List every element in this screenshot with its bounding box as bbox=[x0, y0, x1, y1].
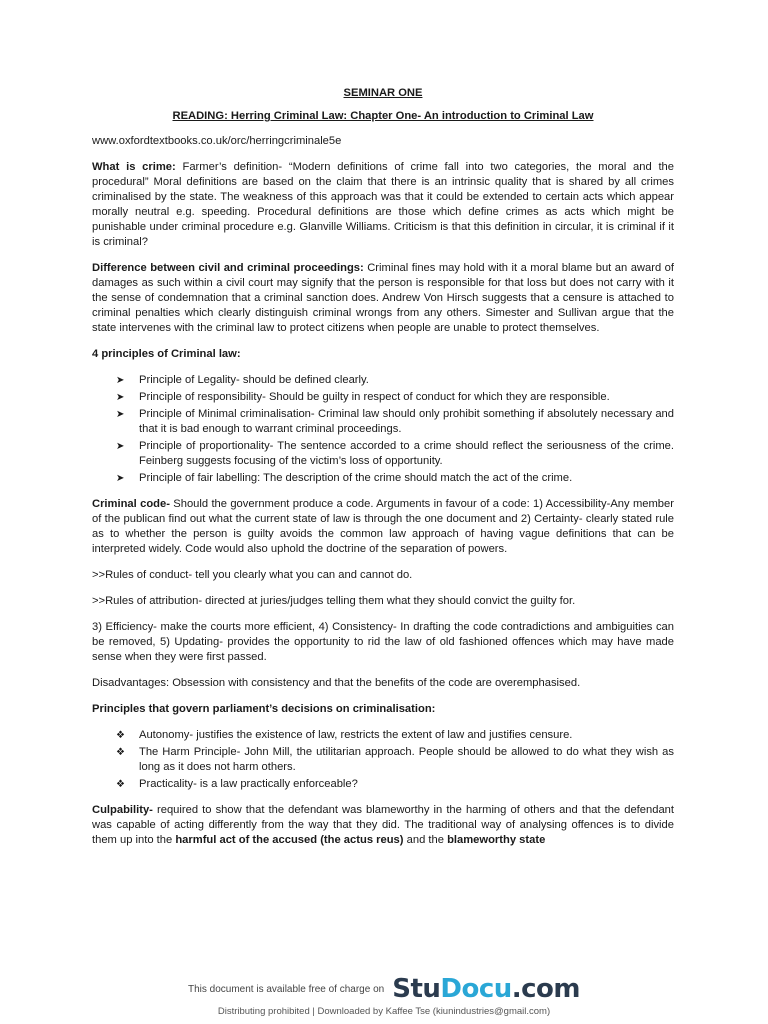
culpability-heading: Culpability- bbox=[92, 804, 153, 816]
rules-conduct: >>Rules of conduct- tell you clearly what you can and cannot do. bbox=[92, 569, 413, 581]
studocu-logo[interactable]: StuDocu.com bbox=[392, 974, 581, 1004]
code-heading: Criminal code- bbox=[92, 498, 170, 510]
list-item: ➤ Principle of responsibility- Should be guilty in respect of conduct for which they are responsible. bbox=[116, 391, 610, 403]
diamond-bullet-icon: ❖ bbox=[116, 779, 125, 790]
crime-paragraph bbox=[92, 160, 674, 250]
difference-text: Criminal fines may hold with it a moral blame but an award of damages as such within a civil court may signify that the person is responsible for that loss but does not carry with it the sense of condemnation that a criminal sanction does. Andrew Von Hirsch suggests that a censure is attached to criminal penalties which clearly distinguish criminal wrongs from any others. Simester and Sullivan argue that the state intervenes with the criminal law to protect citizens when people are unable to protect themselves. bbox=[92, 262, 674, 334]
principles-heading: 4 principles of Criminal law: bbox=[92, 348, 241, 360]
list-item: ➤ Principle of fair labelling: The description of the crime should match the act of the crime. bbox=[116, 472, 573, 484]
rules-attribution: >>Rules of attribution- directed at juries/judges telling them what they should convict the guilty for. bbox=[92, 595, 576, 607]
arrow-bullet-icon: ➤ bbox=[116, 375, 125, 386]
difference-heading: Difference between civil and criminal proceedings: bbox=[92, 262, 364, 274]
parliament-heading: Principles that govern parliament’s decisions on criminalisation: bbox=[92, 703, 436, 715]
arrow-bullet-icon: ➤ bbox=[116, 392, 125, 403]
crime-heading: What is crime: bbox=[92, 161, 176, 173]
list-item: ➤ Principle of Legality- should be defined clearly. bbox=[116, 374, 369, 386]
free-charge-text: This document is available free of charge on bbox=[187, 983, 385, 995]
reading-heading: READING: Herring Criminal Law: Chapter One- An introduction to Criminal Law bbox=[172, 110, 594, 122]
arrow-bullet-icon: ➤ bbox=[116, 441, 125, 452]
culpability-paragraph: Culpability- required to show that the defendant was blameworthy in the harming of others and that the defendant was capable of acting differently from the way that they did. The traditional way of analysing offences is to divide them up into the harmful act of the accused (the actus reus) and the blameworthy state bbox=[92, 804, 674, 846]
efficiency-paragraph: 3) Efficiency- make the courts more efficient, 4) Consistency- In drafting the code contradictions and ambiguities can be removed, 5) Updating- provides the opportunity to rid the law of old fashioned offences which may have made sense when they were first passed. bbox=[92, 621, 674, 663]
list-item: ➤ Principle of proportionality- The sentence accorded to a crime should reflect the seriousness of the crime. Feinberg suggests focusing of the victim’s loss of opportunity. bbox=[116, 440, 674, 467]
list-item: ❖ Autonomy- justifies the existence of law, restricts the extent of law and justifies censure. bbox=[116, 729, 573, 741]
diamond-bullet-icon: ❖ bbox=[116, 730, 125, 741]
footer bbox=[0, 974, 768, 1017]
diamond-bullet-icon: ❖ bbox=[116, 747, 125, 758]
crime-text: Farmer’s definition- “Modern definitions of crime fall into two categories, the moral and the procedural” Moral definitions are based on the claim that there is an intrinsic quality that is shared by all crimes criminalised by the state. The weakness of this approach was that it could be extended to certain acts which appear morally neutral e.g. speeding. Procedural definitions are those which define crimes as acts which might be punishable under criminal procedure e.g. Glanville Williams. Criticism is that this definition in circular, it is criminal if it is criminal? bbox=[92, 161, 674, 248]
disadvantages-paragraph: Disadvantages: Obsession with consistency and that the benefits of the code are overemphasised. bbox=[92, 677, 581, 689]
download-notice: Distributing prohibited | Downloaded by Kaffee Tse (kiunindustries@gmail.com) bbox=[217, 1006, 551, 1017]
principles-list bbox=[92, 373, 674, 486]
list-item: ❖ Practicality- is a law practically enforceable? bbox=[116, 778, 358, 790]
document-page bbox=[92, 86, 674, 859]
code-paragraph: Criminal code- Should the government produce a code. Arguments in favour of a code: 1) Accessibility-Any member of the publican find out what the current state of law is through the one document and 2) Certainty- clearly stated rule as to whether the person is guilty avoids the common law approach of having vague definitions that can be interpreted widely. Code would also uphold the doctrine of the separation of powers. bbox=[92, 498, 674, 555]
list-item: ❖ The Harm Principle- John Mill, the utilitarian approach. People should be allowed to do what they wish as long as it does not harm others. bbox=[116, 746, 674, 773]
parliament-list bbox=[92, 728, 674, 792]
list-item: ➤ Principle of Minimal criminalisation- Criminal law should only prohibit something if absolutely necessary and that it is bad enough to warrant criminal proceedings. bbox=[116, 408, 674, 435]
url-line: www.oxfordtextbooks.co.uk/orc/herringcriminale5e bbox=[92, 135, 342, 147]
arrow-bullet-icon: ➤ bbox=[116, 409, 125, 420]
arrow-bullet-icon: ➤ bbox=[116, 473, 125, 484]
difference-paragraph bbox=[92, 261, 674, 336]
document-title: SEMINAR ONE bbox=[343, 87, 423, 99]
